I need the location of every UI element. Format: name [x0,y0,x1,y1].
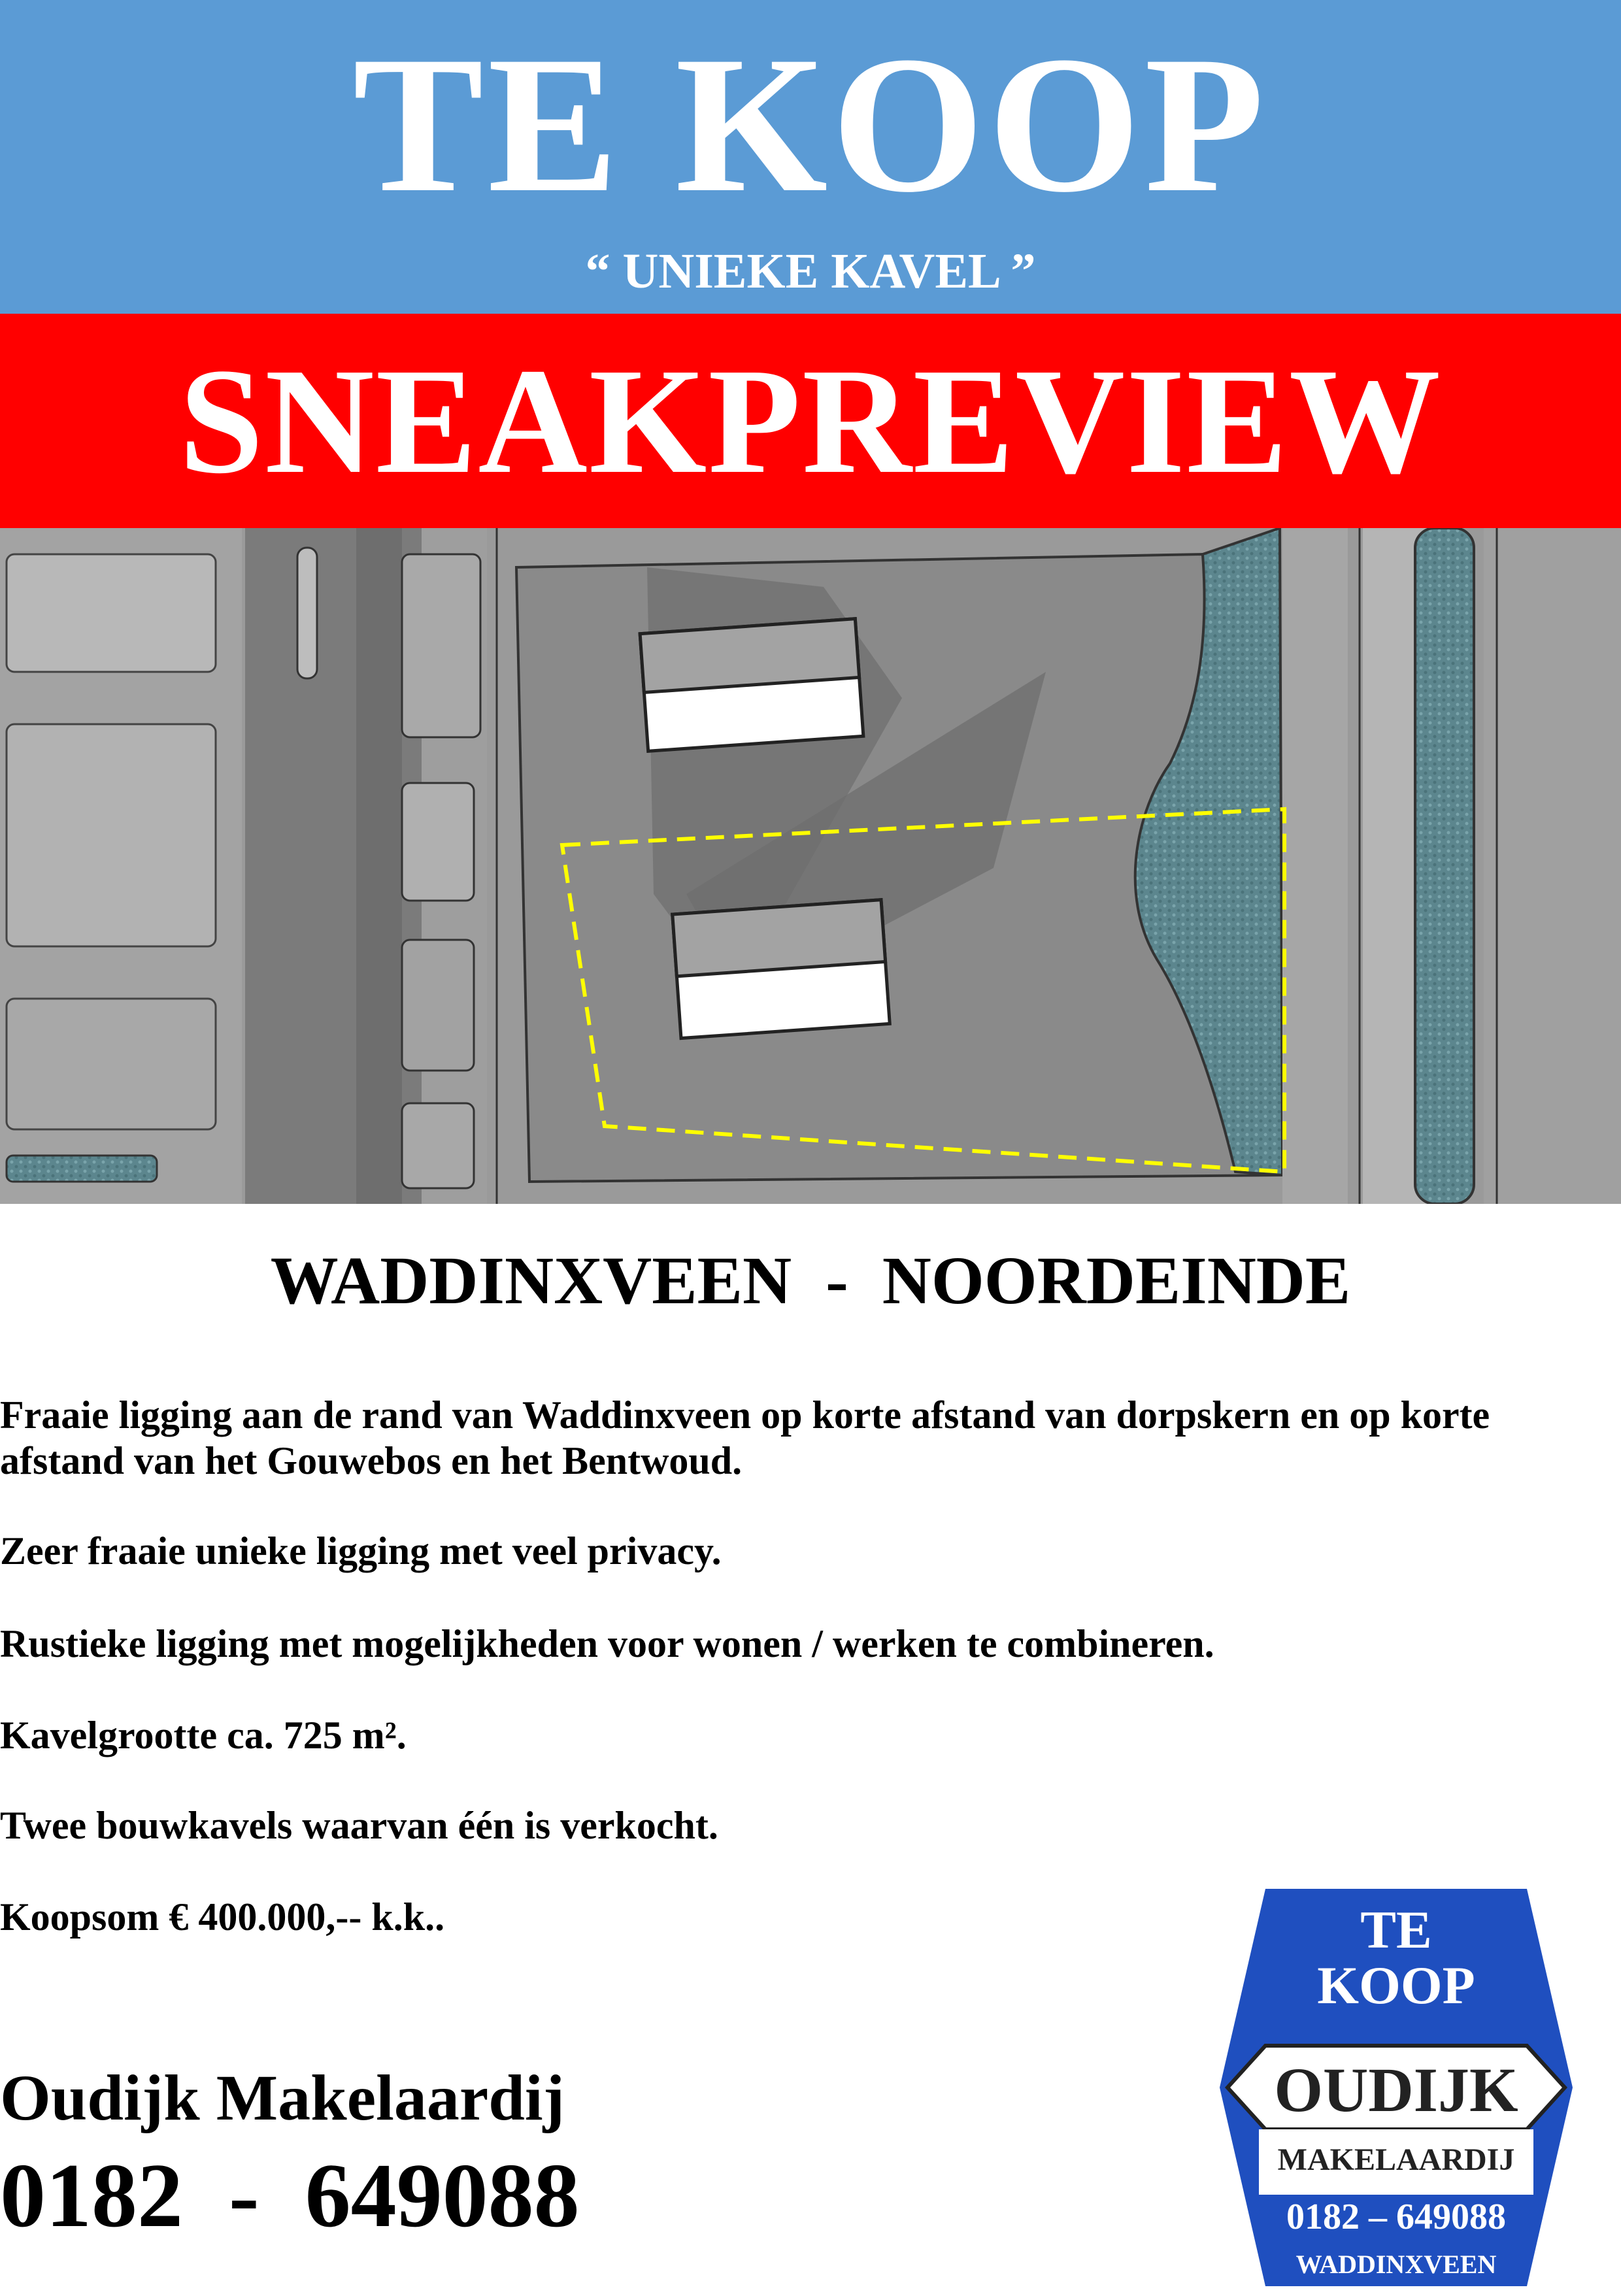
price-line: Koopsom € 400.000,-- k.k.. [0,1895,445,1938]
logo-te-text: TE [1360,1900,1432,1959]
sneakpreview-banner: SNEAKPREVIEW [179,337,1442,505]
plot-map [0,528,1621,1204]
subtitle: “ UNIEKE KAVEL ” [585,244,1036,299]
logo-sub-text: MAKELAARDIJ [1277,2142,1515,2177]
description-paragraph: Zeer fraaie unieke ligging met veel privacy. [0,1529,722,1572]
logo-koop-text: KOOP [1317,1955,1475,2015]
logo-phone-text: 0182 – 649088 [1286,2197,1506,2237]
agency-phone: 0182 - 649088 [0,2145,580,2246]
logo-town-text: WADDINXVEEN [1295,2250,1497,2279]
description-paragraph: Fraaie ligging aan de rand van Waddinxveen op korte afstand van dorpskern en op korte afstand van het Gouwebos en het Bentwoud. [0,1393,1490,1482]
description-paragraph: Twee bouwkavels waarvan één is verkocht. [0,1804,718,1847]
location-heading: WADDINXVEEN - NOORDEINDE [270,1243,1351,1318]
logo-brand-text: OUDIJK [1274,2055,1518,2125]
description-paragraph: Rustieke ligging met mogelijkheden voor wonen / werken te combineren. [0,1622,1214,1665]
page-title: TE KOOP [352,16,1269,233]
agency-name: Oudijk Makelaardij [0,2061,565,2134]
description-paragraph: Kavelgrootte ca. 725 m². [0,1714,407,1757]
oudijk-logo [1213,1882,1579,2293]
